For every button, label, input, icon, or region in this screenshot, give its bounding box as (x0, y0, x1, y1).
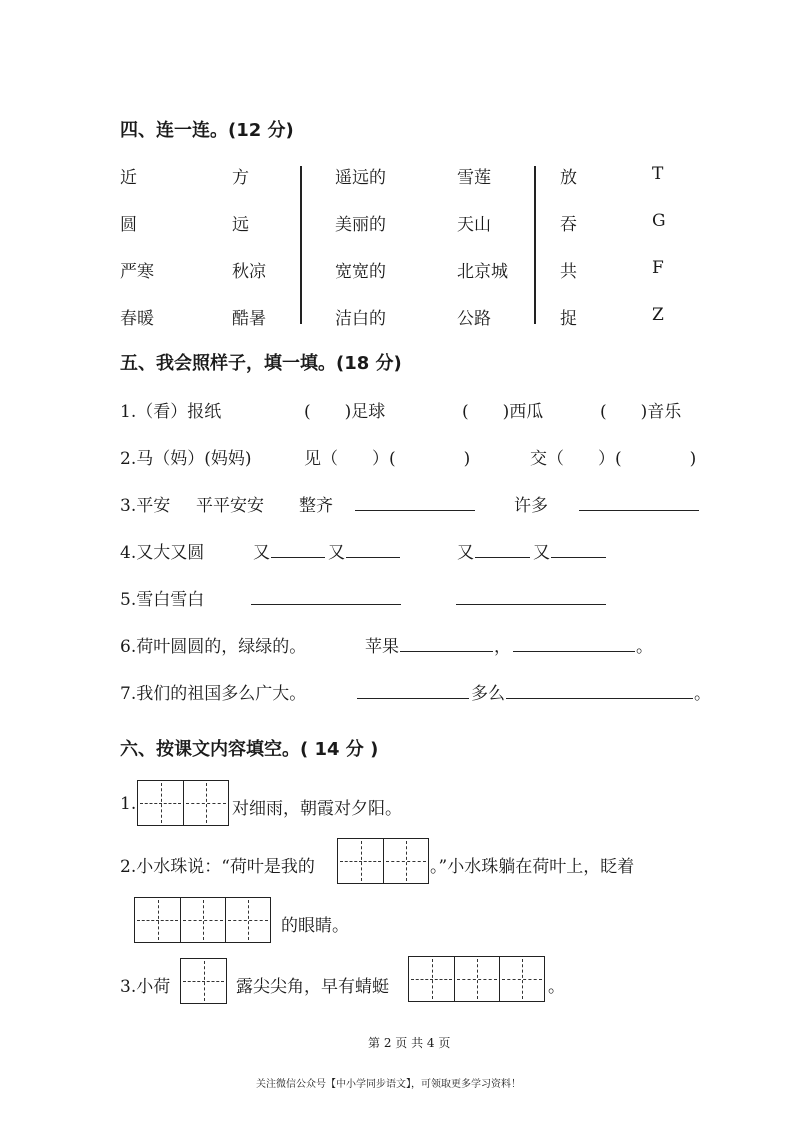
grid-cell[interactable] (180, 898, 225, 942)
match-item: G (652, 211, 666, 231)
question-text: 。”小水珠躺在荷叶上，眨着 (430, 857, 635, 877)
question-text: 对细雨，朝霞对夕阳。 (232, 799, 402, 819)
grid-cell[interactable] (135, 898, 180, 942)
question-text: 。 (548, 977, 565, 997)
answer-line[interactable] (251, 604, 401, 605)
page-number: 第 2 页 共 4 页 (368, 1036, 451, 1050)
grid-cell[interactable] (409, 957, 454, 1001)
match-item: 严寒 (120, 262, 154, 282)
question-text: 3.小荷 (120, 977, 171, 997)
grid-cell[interactable] (183, 781, 228, 825)
section6-title: 六、按课文内容填空。( 14 分 ) (120, 739, 379, 760)
grid-cell[interactable] (499, 957, 544, 1001)
question-text: 多么 (471, 684, 505, 704)
question-text: ， (494, 637, 511, 657)
answer-line[interactable] (357, 698, 469, 699)
match-item: 美丽的 (335, 215, 386, 235)
question-text: 5.雪白雪白 (120, 590, 205, 610)
answer-line[interactable] (456, 604, 606, 605)
question-text: 。 (636, 637, 653, 657)
match-item: 春暖 (120, 309, 154, 329)
grid-cell[interactable] (225, 898, 270, 942)
column-divider (300, 166, 302, 324)
character-grid[interactable] (337, 838, 429, 884)
question-text: 2.马（妈）(妈妈) (120, 449, 252, 469)
grid-cell[interactable] (338, 839, 383, 883)
answer-line[interactable] (346, 557, 400, 558)
character-grid[interactable] (180, 958, 227, 1004)
match-item: F (652, 258, 664, 278)
match-item: 秋凉 (232, 262, 266, 282)
question-text: 又 (328, 543, 345, 563)
character-grid[interactable] (137, 780, 229, 826)
grid-cell[interactable] (454, 957, 499, 1001)
answer-line[interactable] (579, 510, 699, 511)
character-grid[interactable] (134, 897, 271, 943)
question-text: 又 (533, 543, 550, 563)
match-item: 方 (232, 168, 249, 188)
match-item: 近 (120, 168, 137, 188)
match-item: T (652, 164, 664, 184)
question-text: 6.荷叶圆圆的，绿绿的。 (120, 637, 307, 657)
match-item: 远 (232, 215, 249, 235)
question-text: 许多 (514, 496, 548, 516)
match-item: 北京城 (457, 262, 508, 282)
answer-line[interactable] (513, 651, 635, 652)
question-text: 又 (457, 543, 474, 563)
match-item: 酷暑 (232, 309, 266, 329)
answer-line[interactable] (271, 557, 325, 558)
match-item: 公路 (457, 309, 491, 329)
question-text: 露尖尖角，早有蜻蜓 (236, 977, 389, 997)
grid-cell[interactable] (383, 839, 428, 883)
answer-line[interactable] (506, 698, 693, 699)
question-text: 的眼睛。 (281, 916, 349, 936)
question-text: 又 (253, 543, 270, 563)
match-item: 圆 (120, 215, 137, 235)
question-text: 1.（看）报纸 (120, 402, 222, 422)
match-item: 雪莲 (457, 168, 491, 188)
question-text: 7.我们的祖国多么广大。 (120, 684, 307, 704)
blank-with-text: 见（ ）( ) (304, 449, 471, 469)
match-item: 放 (560, 168, 577, 188)
match-item: 吞 (560, 215, 577, 235)
answer-line[interactable] (551, 557, 606, 558)
match-item: 天山 (457, 215, 491, 235)
blank-with-text: ( )音乐 (600, 402, 682, 422)
match-item: 捉 (560, 309, 577, 329)
grid-cell[interactable] (181, 959, 226, 1003)
section4-title: 四、连一连。(12 分) (120, 120, 294, 141)
column-divider (534, 166, 536, 324)
match-item: 共 (560, 262, 577, 282)
blank-with-text: 交（ ）( ) (530, 449, 697, 469)
answer-line[interactable] (355, 510, 475, 511)
question-text: 4.又大又圆 (120, 543, 205, 563)
section5-title: 五、我会照样子，填一填。(18 分) (120, 353, 402, 374)
question-text: 。 (694, 684, 711, 704)
example-text: 平平安安 (196, 496, 264, 516)
answer-line[interactable] (475, 557, 530, 558)
question-text: 苹果 (365, 637, 399, 657)
answer-line[interactable] (400, 651, 493, 652)
question-text: 2.小水珠说：“荷叶是我的 (120, 857, 315, 877)
blank-with-text: ( )西瓜 (462, 402, 544, 422)
question-text: 3.平安 (120, 496, 171, 516)
blank-with-text: ( )足球 (304, 402, 386, 422)
grid-cell[interactable] (138, 781, 183, 825)
question-text: 整齐 (299, 496, 333, 516)
match-item: 宽宽的 (335, 262, 386, 282)
match-item: 洁白的 (335, 309, 386, 329)
character-grid[interactable] (408, 956, 545, 1002)
match-item: Z (652, 305, 664, 325)
match-item: 遥远的 (335, 168, 386, 188)
question-number: 1. (120, 794, 137, 814)
footer-note: 关注微信公众号【中小学同步语文】，可领取更多学习资料！ (256, 1079, 521, 1090)
